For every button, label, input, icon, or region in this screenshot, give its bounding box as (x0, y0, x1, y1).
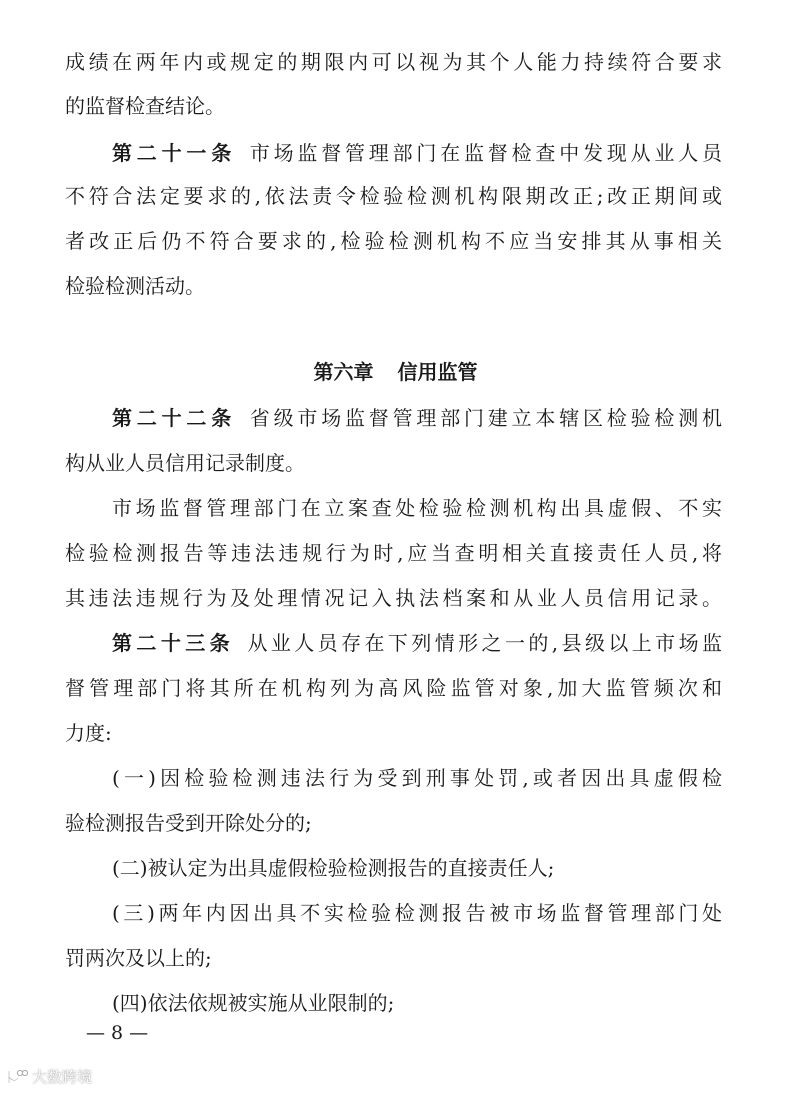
text-line (112, 139, 722, 167)
text-line (65, 584, 722, 612)
line-text: 其违法违规行为及处理情况记入执法档案和从业人员信用记录。 (65, 586, 722, 610)
text-line (65, 674, 722, 702)
line-text: 市场监督管理部门在监督检查中发现从业人员 (246, 141, 722, 165)
article-number: 第二十二条 (112, 406, 236, 430)
text-line (112, 494, 722, 522)
watermark-text: 大数跨境 (32, 1068, 93, 1086)
article-number: 第二十三条 (112, 631, 235, 655)
text-line (112, 989, 722, 1017)
chapter-title: 信用监管 (397, 360, 478, 384)
chapter-number: 第六章 (313, 360, 374, 384)
line-text: 构从业人员信用记录制度。 (65, 451, 305, 475)
text-line (112, 854, 722, 882)
page-number: — 8 — (86, 1022, 149, 1044)
text-line (112, 404, 722, 432)
line-text: 者改正后仍不符合要求的,检验检测机构不应当安排其从事相关 (65, 229, 722, 253)
line-text: 市场监督管理部门在立案查处检验检测机构出具虚假、不实 (112, 496, 722, 520)
line-text: (一)因检验检测违法行为受到刑事处罚,或者因出具虚假检 (112, 766, 722, 790)
text-line (65, 719, 722, 747)
text-line (65, 227, 722, 255)
text-line (112, 764, 722, 792)
text-line (65, 539, 722, 567)
text-line (65, 449, 722, 477)
text-line (65, 182, 722, 210)
brand-logo-icon (6, 1069, 28, 1085)
line-text: 不符合法定要求的,依法责令检验检测机构限期改正;改正期间或 (65, 184, 722, 208)
line-text: (四)依法依规被实施从业限制的; (112, 991, 395, 1015)
text-line (112, 899, 722, 927)
chapter-heading (0, 358, 791, 386)
line-text: (二)被认定为出具虚假检验检测报告的直接责任人; (112, 856, 555, 880)
text-line (65, 272, 722, 300)
line-text: 省级市场监督管理部门建立本辖区检验检测机 (246, 406, 722, 430)
text-line (112, 629, 722, 657)
article-number: 第二十一条 (112, 141, 236, 165)
line-text: 的监督检查结论。 (65, 94, 225, 118)
text-line (65, 92, 722, 120)
text-line (65, 809, 722, 837)
line-text: 从业人员存在下列情形之一的,县级以上市场监 (244, 631, 722, 655)
text-line (65, 944, 722, 972)
text-line (65, 48, 722, 76)
line-text: 检验检测报告等违法违规行为时,应当查明相关直接责任人员,将 (65, 541, 722, 565)
line-text: 罚两次及以上的; (65, 946, 212, 970)
line-text: 督管理部门将其所在机构列为高风险监管对象,加大监管频次和 (65, 676, 722, 700)
watermark (6, 1066, 92, 1087)
line-text: 成绩在两年内或规定的期限内可以视为其个人能力持续符合要求 (65, 50, 722, 74)
line-text: 力度: (65, 721, 112, 745)
line-text: (三)两年内因出具不实检验检测报告被市场监督管理部门处 (112, 901, 722, 925)
line-text: 验检测报告受到开除处分的; (65, 811, 312, 835)
line-text: 检验检测活动。 (65, 274, 205, 298)
